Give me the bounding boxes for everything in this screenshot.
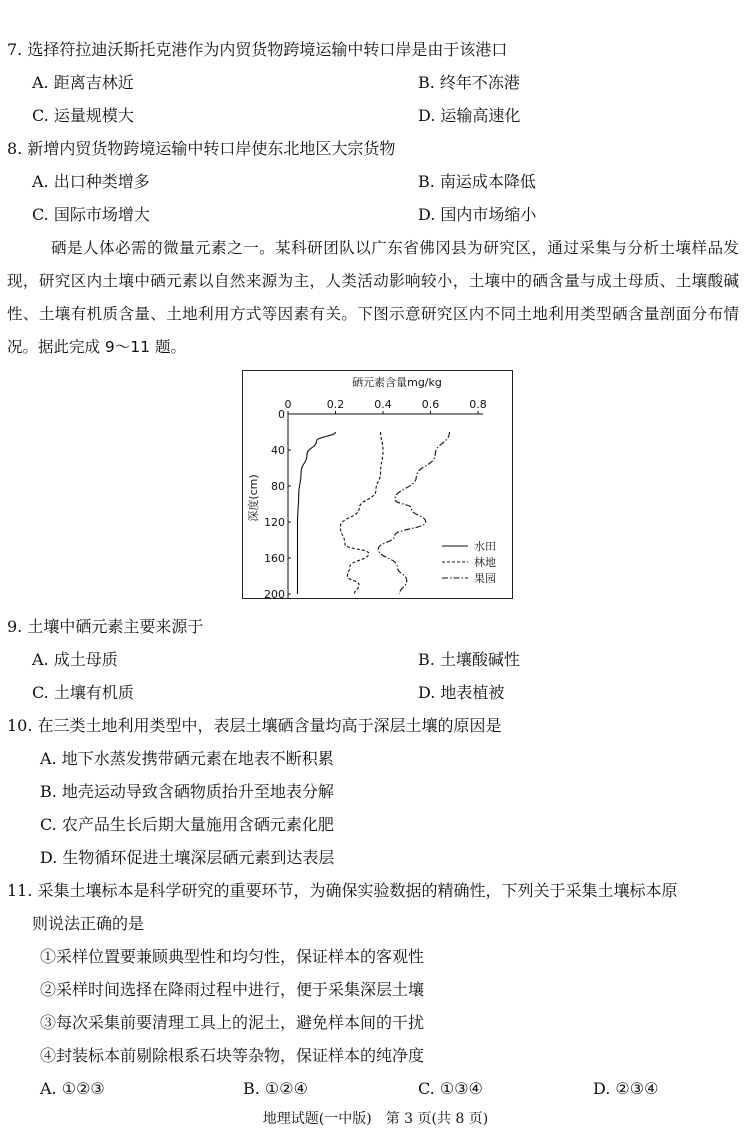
chart-y-axis-label: 深度(cm) [247,474,260,522]
series-line-1 [298,432,336,594]
y-tick-label: 80 [271,480,285,493]
y-tick-label: 0 [278,408,285,421]
q10-option-a: A. 地下水蒸发携带硒元素在地表不断积累 [40,749,334,768]
legend-label: 果园 [474,572,496,585]
q11-option-c: C. ①③④ [418,1079,483,1098]
reading-passage: 硒是人体必需的微量元素之一。某科研团队以广东省佛冈县为研究区，通过采集与分析土壤样品发现，研究区内土壤中硒元素以自然来源为主，人类活动影响较小，土壤中的硒含量与成土母质、土壤酸碱性、土壤有机质含量、土地利用方式等因素有关。下图示意研究区内不同土地利用类型硒含量剖面分布情况。据此完成 9～11 题。 [7,239,739,356]
x-tick-label: 0.2 [326,398,345,411]
q9-option-a: A. 成土母质 [32,650,118,669]
x-tick-label: 0 [284,398,292,411]
q9-option-b: B. 土壤酸碱性 [418,650,520,669]
q7-option-b: B. 终年不冻港 [418,73,520,92]
q11-stem-line2: 则说法正确的是 [32,914,145,933]
q8-option-b: B. 南运成本降低 [418,172,536,191]
q11-statement-4: ④封装标本前剔除根系石块等杂物，保证样本的纯净度 [40,1046,425,1065]
x-tick-label: 0.6 [421,398,440,411]
y-tick-label: 160 [264,552,285,565]
q8-option-c: C. 国际市场增大 [32,205,150,224]
series-line-2 [340,432,383,594]
selenium-profile-chart [242,370,513,599]
q10-option-c: C. 农产品生长后期大量施用含硒元素化肥 [40,815,334,834]
q11-stem-line1: 11. 采集土壤标本是科学研究的重要环节，为确保实验数据的精确性，下列关于采集土壤标本原 [7,881,678,900]
q10-option-b: B. 地壳运动导致含硒物质抬升至地表分解 [40,782,334,801]
q11-statement-2: ②采样时间选择在降雨过程中进行，便于采集深层土壤 [40,980,425,999]
q8-option-d: D. 国内市场缩小 [418,205,537,224]
y-tick-label: 120 [264,516,285,529]
q10-option-d: D. 生物循环促进土壤深层硒元素到达表层 [40,848,335,867]
y-tick-label: 200 [264,588,285,599]
page-footer: 地理试题(一中版) 第 3 页(共 8 页) [262,1111,489,1127]
q7-option-a: A. 距离吉林近 [32,73,134,92]
q10-stem: 10. 在三类土地利用类型中，表层土壤硒含量均高于深层土壤的原因是 [7,716,502,735]
chart-title: 硒元素含量mg/kg [352,376,442,389]
q9-option-d: D. 地表植被 [418,683,505,702]
q11-option-d: D. ②③④ [593,1079,659,1098]
series-line-3 [378,432,449,594]
q11-option-a: A. ①②③ [40,1079,105,1098]
q8-stem: 8. 新增内贸货物跨境运输中转口岸使东北地区大宗货物 [7,139,396,158]
x-tick-label: 0.8 [469,398,487,411]
legend-label: 林地 [474,556,496,569]
q7-option-d: D. 运输高速化 [418,106,521,125]
q9-stem: 9. 土壤中硒元素主要来源于 [7,617,204,636]
q8-option-a: A. 出口种类增多 [32,172,150,191]
q11-statement-3: ③每次采集前要清理工具上的泥土，避免样本间的干扰 [40,1013,425,1032]
q9-option-c: C. 土壤有机质 [32,683,134,702]
q7-stem: 7. 选择符拉迪沃斯托克港作为内贸货物跨境运输中转口岸是由于该港口 [7,40,508,59]
q11-statement-1: ①采样位置要兼顾典型性和均匀性，保证样本的客观性 [40,947,425,966]
legend-label: 水田 [474,540,496,553]
q11-option-b: B. ①②④ [243,1079,308,1098]
x-tick-label: 0.4 [374,398,392,411]
q7-option-c: C. 运量规模大 [32,106,134,125]
y-tick-label: 40 [271,444,285,457]
